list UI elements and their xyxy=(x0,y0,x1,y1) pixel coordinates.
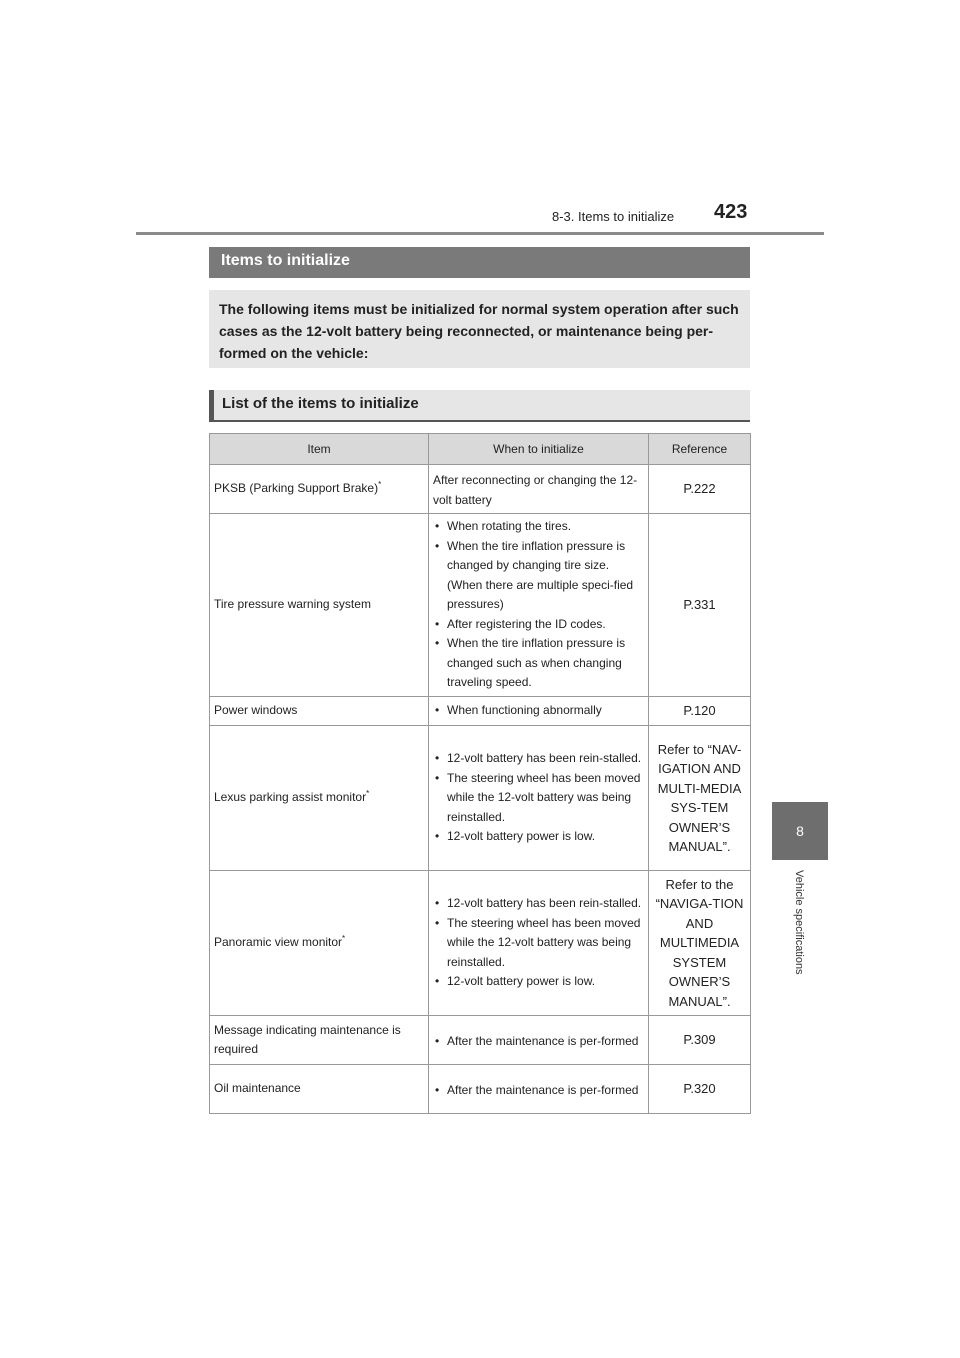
condition-item: • When the tire inflation pressure is changed such as when changing traveling speed. xyxy=(433,634,644,693)
condition-item: • After the maintenance is per-formed xyxy=(433,1081,644,1101)
footnote-mark: * xyxy=(366,789,370,799)
list-subheading: List of the items to initialize xyxy=(209,390,750,422)
item-cell xyxy=(210,1016,429,1065)
condition-item: • 12-volt battery power is low. xyxy=(433,827,644,847)
section-heading: 8-3. Items to initialize xyxy=(552,209,675,224)
table-row xyxy=(210,871,751,1016)
item-cell xyxy=(210,465,429,514)
item-name: Power windows xyxy=(214,703,298,718)
header-divider xyxy=(136,232,824,235)
chapter-tab xyxy=(772,802,828,860)
footnote-mark: * xyxy=(378,480,382,490)
reference-cell: P.120 xyxy=(649,697,751,726)
condition-item: • 12-volt battery power is low. xyxy=(433,972,644,992)
column-header-reference: Reference xyxy=(649,434,751,465)
column-header-item: Item xyxy=(210,434,429,465)
item-cell xyxy=(210,1065,429,1114)
table-row xyxy=(210,726,751,871)
item-cell xyxy=(210,514,429,697)
condition-item: • 12-volt battery has been rein-stalled. xyxy=(433,894,644,914)
page-number: 423 xyxy=(714,201,748,223)
item-name: Panoramic view monitor xyxy=(214,935,343,950)
condition-item: • After registering the ID codes. xyxy=(433,615,644,635)
reference-cell: P.309 xyxy=(649,1016,751,1065)
reference-cell: Refer to the “NAVIGA-TION AND MULTIMEDIA SYSTEM OWNER’S MANUAL”. xyxy=(649,871,751,1016)
when-cell xyxy=(429,726,649,871)
when-cell xyxy=(429,697,649,726)
when-cell: After reconnecting or changing the 12-volt battery xyxy=(429,465,649,514)
item-name: Tire pressure warning system xyxy=(214,597,371,612)
table-row xyxy=(210,465,751,514)
item-name: Lexus parking assist monitor xyxy=(214,790,367,805)
when-cell xyxy=(429,1016,649,1065)
reference-cell: P.320 xyxy=(649,1065,751,1114)
table-row xyxy=(210,697,751,726)
condition-item: • 12-volt battery has been rein-stalled. xyxy=(433,749,644,769)
chapter-label: Vehicle specifications xyxy=(793,870,805,975)
initialize-items-table xyxy=(209,433,751,1114)
condition-item: • The steering wheel has been moved while the 12-volt battery was being reinstalled. xyxy=(433,769,644,828)
intro-paragraph: The following items must be initialized for normal system operation after such cases as the 12-volt battery being reconnected, or maintenance being per-formed on the vehicle: xyxy=(209,290,750,368)
column-header-when: When to initialize xyxy=(429,434,649,465)
reference-cell: P.222 xyxy=(649,465,751,514)
condition-item: • The steering wheel has been moved while the 12-volt battery was being reinstalled. xyxy=(433,914,644,973)
reference-cell: Refer to “NAV-IGATION AND MULTI-MEDIA SYS-TEM OWNER’S MANUAL”. xyxy=(649,726,751,871)
table-row xyxy=(210,514,751,697)
section-title: Items to initialize xyxy=(209,247,750,278)
condition-item: • When the tire inflation pressure is changed by changing tire size. (When there are multiple speci-fied pressures) xyxy=(433,537,644,615)
table-header-row xyxy=(210,434,751,465)
item-name: Oil maintenance xyxy=(214,1081,301,1096)
when-cell xyxy=(429,1065,649,1114)
item-cell xyxy=(210,697,429,726)
condition-item: • When functioning abnormally xyxy=(433,701,644,721)
item-cell xyxy=(210,871,429,1016)
reference-cell: P.331 xyxy=(649,514,751,697)
table-row xyxy=(210,1065,751,1114)
item-cell xyxy=(210,726,429,871)
item-name: PKSB (Parking Support Brake) xyxy=(214,481,379,496)
chapter-number: 8 xyxy=(796,823,804,839)
item-name: Message indicating maintenance is required xyxy=(214,1022,401,1056)
table-row xyxy=(210,1016,751,1065)
when-cell xyxy=(429,514,649,697)
condition-item: • When rotating the tires. xyxy=(433,517,644,537)
condition-item: • After the maintenance is per-formed xyxy=(433,1032,644,1052)
when-cell xyxy=(429,871,649,1016)
footnote-mark: * xyxy=(342,934,346,944)
